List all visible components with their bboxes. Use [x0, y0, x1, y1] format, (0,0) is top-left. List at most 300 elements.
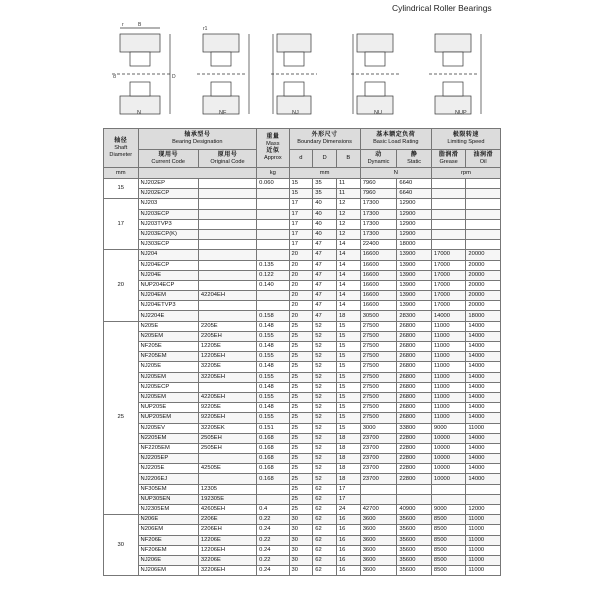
width-b-cell: 14 [336, 301, 360, 311]
table-row [104, 464, 501, 474]
dynamic-load-cell: 17300 [360, 229, 397, 239]
dynamic-load-cell: 23700 [360, 454, 397, 464]
bore-d-cell: 25 [289, 403, 313, 413]
width-b-cell: 15 [336, 362, 360, 372]
mass-cell: 0.22 [257, 535, 289, 545]
diagram-label-nf: NF [219, 110, 227, 116]
width-b-cell: 18 [336, 443, 360, 453]
bore-d-cell: 30 [289, 566, 313, 576]
table-row [104, 291, 501, 301]
bore-d-cell: 25 [289, 331, 313, 341]
grease-speed-cell: 11000 [431, 342, 466, 352]
mass-cell [257, 240, 289, 250]
page-title: Cylindrical Roller Bearings [392, 3, 492, 13]
oil-speed-cell: 14000 [466, 372, 501, 382]
outer-d-cell: 47 [313, 240, 337, 250]
header-shaft: 轴径 Shaft Diameter [104, 129, 139, 168]
mass-cell: 0.155 [257, 352, 289, 362]
bore-d-cell: 17 [289, 240, 313, 250]
original-code-cell [198, 301, 256, 311]
oil-speed-cell: 14000 [466, 321, 501, 331]
shaft-diameter-cell: 15 [104, 179, 139, 199]
grease-speed-cell: 8500 [431, 566, 466, 576]
diagram-mark-r1: r1 [203, 26, 208, 32]
original-code-cell: 2206EH [198, 525, 256, 535]
current-code-cell: NF205EM [138, 352, 198, 362]
table-row [104, 372, 501, 382]
width-b-cell: 17 [336, 484, 360, 494]
dynamic-load-cell: 16600 [360, 291, 397, 301]
static-load-cell: 26800 [397, 382, 432, 392]
outer-d-cell: 52 [313, 352, 337, 362]
oil-speed-cell: 14000 [466, 413, 501, 423]
current-code-cell: NJ205E [138, 362, 198, 372]
outer-d-cell: 62 [313, 505, 337, 515]
table-row [104, 280, 501, 290]
grease-speed-cell: 11000 [431, 352, 466, 362]
dynamic-load-cell: 23700 [360, 474, 397, 484]
outer-d-cell: 62 [313, 545, 337, 555]
static-load-cell: 35600 [397, 535, 432, 545]
original-code-cell: 12205EH [198, 352, 256, 362]
width-b-cell: 16 [336, 535, 360, 545]
outer-d-cell: 40 [313, 199, 337, 209]
static-load-cell: 13900 [397, 291, 432, 301]
original-code-cell [198, 250, 256, 260]
width-b-cell: 18 [336, 454, 360, 464]
static-load-cell: 13900 [397, 280, 432, 290]
header-static: 静 Static [397, 150, 432, 168]
grease-speed-cell [431, 484, 466, 494]
bore-d-cell: 25 [289, 372, 313, 382]
oil-speed-cell: 14000 [466, 342, 501, 352]
current-code-cell: NJ205ECP [138, 382, 198, 392]
grease-speed-cell: 10000 [431, 433, 466, 443]
bore-d-cell: 17 [289, 209, 313, 219]
bore-d-cell: 20 [289, 291, 313, 301]
static-load-cell: 35600 [397, 525, 432, 535]
outer-d-cell: 47 [313, 311, 337, 321]
mass-cell [257, 291, 289, 301]
mass-cell: 0.148 [257, 382, 289, 392]
oil-speed-cell: 14000 [466, 392, 501, 402]
grease-speed-cell: 11000 [431, 372, 466, 382]
static-load-cell: 22800 [397, 464, 432, 474]
grease-speed-cell: 17000 [431, 250, 466, 260]
mass-cell [257, 199, 289, 209]
grease-speed-cell: 8500 [431, 515, 466, 525]
table-row [104, 515, 501, 525]
bore-d-cell: 25 [289, 505, 313, 515]
grease-speed-cell: 8500 [431, 555, 466, 565]
current-code-cell: NJ204EM [138, 291, 198, 301]
current-code-cell: NUP204ECP [138, 280, 198, 290]
bore-d-cell: 30 [289, 535, 313, 545]
outer-d-cell: 47 [313, 301, 337, 311]
current-code-cell: NJ203 [138, 199, 198, 209]
oil-speed-cell: 14000 [466, 352, 501, 362]
static-load-cell: 40900 [397, 505, 432, 515]
table-row [104, 433, 501, 443]
static-load-cell: 18000 [397, 240, 432, 250]
grease-speed-cell: 11000 [431, 382, 466, 392]
current-code-cell: NJ205EM [138, 372, 198, 382]
grease-speed-cell: 9000 [431, 423, 466, 433]
width-b-cell: 16 [336, 525, 360, 535]
dynamic-load-cell: 23700 [360, 464, 397, 474]
oil-speed-cell: 20000 [466, 280, 501, 290]
outer-d-cell: 35 [313, 179, 337, 189]
static-load-cell: 35600 [397, 566, 432, 576]
diagram-nf [197, 26, 249, 114]
header-current-code: 现用号 Current Code [138, 150, 198, 168]
table-row [104, 219, 501, 229]
table-row [104, 545, 501, 555]
header-speed: 极限转速 Limiting Speed [431, 129, 500, 150]
bore-d-cell: 25 [289, 423, 313, 433]
width-b-cell: 15 [336, 413, 360, 423]
bore-d-cell: 20 [289, 301, 313, 311]
grease-speed-cell: 11000 [431, 321, 466, 331]
mass-cell: 0.24 [257, 566, 289, 576]
header-oil: 油润滑 Oil [466, 150, 501, 168]
bore-d-cell: 20 [289, 270, 313, 280]
grease-speed-cell: 17000 [431, 270, 466, 280]
outer-d-cell: 52 [313, 443, 337, 453]
unit-kg: kg [257, 168, 289, 179]
mass-cell [257, 219, 289, 229]
oil-speed-cell: 11000 [466, 515, 501, 525]
outer-d-cell: 47 [313, 250, 337, 260]
dynamic-load-cell: 30500 [360, 311, 397, 321]
mass-cell [257, 229, 289, 239]
static-load-cell: 12900 [397, 199, 432, 209]
original-code-cell [198, 382, 256, 392]
grease-speed-cell [431, 219, 466, 229]
outer-d-cell: 52 [313, 392, 337, 402]
dynamic-load-cell: 3600 [360, 555, 397, 565]
unit-blank [138, 168, 257, 179]
outer-d-cell: 52 [313, 464, 337, 474]
oil-speed-cell: 14000 [466, 474, 501, 484]
bore-d-cell: 30 [289, 515, 313, 525]
table-row [104, 260, 501, 270]
outer-d-cell: 40 [313, 219, 337, 229]
mass-cell: 0.22 [257, 555, 289, 565]
header-load: 基本额定负荷 Basic Load Rating [360, 129, 431, 150]
width-b-cell: 15 [336, 321, 360, 331]
oil-speed-cell: 11000 [466, 525, 501, 535]
outer-d-cell: 52 [313, 413, 337, 423]
oil-speed-cell: 14000 [466, 433, 501, 443]
dynamic-load-cell: 3600 [360, 515, 397, 525]
width-b-cell: 11 [336, 189, 360, 199]
static-load-cell [397, 494, 432, 504]
bore-d-cell: 25 [289, 464, 313, 474]
outer-d-cell: 52 [313, 342, 337, 352]
oil-speed-cell: 11000 [466, 555, 501, 565]
bore-d-cell: 20 [289, 260, 313, 270]
mass-cell: 0.148 [257, 362, 289, 372]
width-b-cell: 15 [336, 352, 360, 362]
diagram-label-n: N [137, 110, 141, 116]
oil-speed-cell: 11000 [466, 545, 501, 555]
static-load-cell: 12900 [397, 229, 432, 239]
current-code-cell: NJ204ECP [138, 260, 198, 270]
grease-speed-cell: 10000 [431, 443, 466, 453]
outer-d-cell: 47 [313, 291, 337, 301]
bore-d-cell: 25 [289, 392, 313, 402]
bore-d-cell: 30 [289, 545, 313, 555]
mass-cell: 0.135 [257, 260, 289, 270]
original-code-cell: 42204EH [198, 291, 256, 301]
table-row [104, 403, 501, 413]
original-code-cell [198, 209, 256, 219]
diagram-label-nup: NUP [455, 110, 467, 116]
outer-d-cell: 62 [313, 494, 337, 504]
current-code-cell: NJ2205EP [138, 454, 198, 464]
bore-d-cell: 20 [289, 280, 313, 290]
current-code-cell: NJ206E [138, 555, 198, 565]
width-b-cell: 15 [336, 423, 360, 433]
grease-speed-cell: 10000 [431, 464, 466, 474]
table-row [104, 342, 501, 352]
table-row [104, 301, 501, 311]
original-code-cell: 2205E [198, 321, 256, 331]
static-load-cell: 22800 [397, 454, 432, 464]
dynamic-load-cell [360, 484, 397, 494]
table-row [104, 454, 501, 464]
oil-speed-cell: 14000 [466, 362, 501, 372]
dynamic-load-cell [360, 494, 397, 504]
dynamic-load-cell: 42700 [360, 505, 397, 515]
original-code-cell [198, 260, 256, 270]
current-code-cell: NJ203ECP [138, 209, 198, 219]
mass-cell: 0.148 [257, 342, 289, 352]
grease-speed-cell: 17000 [431, 280, 466, 290]
dynamic-load-cell: 23700 [360, 443, 397, 453]
grease-speed-cell [431, 494, 466, 504]
dynamic-load-cell: 17300 [360, 209, 397, 219]
header-designation: 轴承型号 Bearing Designation [138, 129, 257, 150]
original-code-cell: 2206E [198, 515, 256, 525]
outer-d-cell: 52 [313, 362, 337, 372]
header-boundary: 外形尺寸 Boundary Dimensions [289, 129, 360, 150]
bore-d-cell: 25 [289, 362, 313, 372]
unit-rpm: rpm [431, 168, 500, 179]
shaft-diameter-cell: 30 [104, 515, 139, 576]
dynamic-load-cell: 16600 [360, 301, 397, 311]
static-load-cell: 33800 [397, 423, 432, 433]
oil-speed-cell: 11000 [466, 566, 501, 576]
bore-d-cell: 25 [289, 433, 313, 443]
current-code-cell: NJ2206EJ [138, 474, 198, 484]
current-code-cell: NJ205EM [138, 392, 198, 402]
bore-d-cell: 25 [289, 484, 313, 494]
dynamic-load-cell: 16600 [360, 260, 397, 270]
bore-d-cell: 25 [289, 494, 313, 504]
width-b-cell: 16 [336, 545, 360, 555]
shaft-diameter-cell: 20 [104, 250, 139, 321]
table-row [104, 270, 501, 280]
dynamic-load-cell: 27500 [360, 392, 397, 402]
original-code-cell [198, 229, 256, 239]
width-b-cell: 24 [336, 505, 360, 515]
table-row [104, 179, 501, 189]
outer-d-cell: 47 [313, 270, 337, 280]
original-code-cell: 12305 [198, 484, 256, 494]
static-load-cell: 6640 [397, 189, 432, 199]
oil-speed-cell: 20000 [466, 250, 501, 260]
dynamic-load-cell: 27500 [360, 352, 397, 362]
width-b-cell: 12 [336, 219, 360, 229]
width-b-cell: 16 [336, 555, 360, 565]
grease-speed-cell: 11000 [431, 331, 466, 341]
outer-d-cell: 52 [313, 433, 337, 443]
bearing-spec-table [103, 128, 501, 576]
bore-d-cell: 20 [289, 311, 313, 321]
current-code-cell: NJ202ECP [138, 189, 198, 199]
grease-speed-cell: 8500 [431, 545, 466, 555]
oil-speed-cell: 14000 [466, 382, 501, 392]
mass-cell: 0.24 [257, 525, 289, 535]
mass-cell: 0.4 [257, 505, 289, 515]
header-d: d [289, 150, 313, 168]
oil-speed-cell: 14000 [466, 403, 501, 413]
original-code-cell: 32206EH [198, 566, 256, 576]
static-load-cell: 26800 [397, 372, 432, 382]
dynamic-load-cell: 27500 [360, 342, 397, 352]
static-load-cell: 12900 [397, 219, 432, 229]
diagram-nup [429, 34, 481, 114]
width-b-cell: 15 [336, 392, 360, 402]
current-code-cell: N206E [138, 515, 198, 525]
oil-speed-cell: 14000 [466, 331, 501, 341]
dynamic-load-cell: 3000 [360, 423, 397, 433]
current-code-cell: NF206E [138, 535, 198, 545]
static-load-cell: 35600 [397, 515, 432, 525]
table-row [104, 494, 501, 504]
bore-d-cell: 20 [289, 250, 313, 260]
outer-d-cell: 52 [313, 372, 337, 382]
dynamic-load-cell: 17300 [360, 219, 397, 229]
header-original-code: 原用号 Original Code [198, 150, 256, 168]
outer-d-cell: 52 [313, 382, 337, 392]
dynamic-load-cell: 7960 [360, 189, 397, 199]
bore-d-cell: 17 [289, 199, 313, 209]
diagram-mark-big-d: D [172, 74, 176, 80]
outer-d-cell: 62 [313, 535, 337, 545]
current-code-cell: NJ203TVP3 [138, 219, 198, 229]
width-b-cell: 18 [336, 474, 360, 484]
original-code-cell: 42505E [198, 464, 256, 474]
shaft-diameter-cell: 17 [104, 199, 139, 250]
mass-cell: 0.122 [257, 270, 289, 280]
oil-speed-cell [466, 209, 501, 219]
grease-speed-cell: 17000 [431, 301, 466, 311]
static-load-cell: 26800 [397, 392, 432, 402]
current-code-cell: NUP205E [138, 403, 198, 413]
oil-speed-cell: 20000 [466, 270, 501, 280]
original-code-cell: 32205E [198, 362, 256, 372]
oil-speed-cell: 14000 [466, 454, 501, 464]
bore-d-cell: 25 [289, 413, 313, 423]
static-load-cell: 35600 [397, 555, 432, 565]
mass-cell: 0.168 [257, 454, 289, 464]
bore-d-cell: 17 [289, 219, 313, 229]
outer-d-cell: 62 [313, 484, 337, 494]
bore-d-cell: 25 [289, 382, 313, 392]
table-row [104, 423, 501, 433]
table-body [104, 179, 501, 576]
width-b-cell: 15 [336, 331, 360, 341]
dynamic-load-cell: 3600 [360, 545, 397, 555]
current-code-cell: NJ204 [138, 250, 198, 260]
diagram-label-nj: NJ [292, 110, 299, 116]
outer-d-cell: 35 [313, 189, 337, 199]
grease-speed-cell [431, 179, 466, 189]
diagram-label-nu: NU [374, 110, 382, 116]
dynamic-load-cell: 3600 [360, 535, 397, 545]
unit-n: N [360, 168, 431, 179]
table-row [104, 413, 501, 423]
table-row [104, 250, 501, 260]
static-load-cell: 6640 [397, 179, 432, 189]
outer-d-cell: 52 [313, 321, 337, 331]
diagram-n [112, 22, 176, 114]
table-row [104, 392, 501, 402]
bore-d-cell: 30 [289, 555, 313, 565]
grease-speed-cell: 8500 [431, 535, 466, 545]
current-code-cell: N2205EM [138, 433, 198, 443]
table-row [104, 484, 501, 494]
diagram-nj [271, 34, 317, 114]
outer-d-cell: 62 [313, 525, 337, 535]
mass-cell: 0.155 [257, 331, 289, 341]
width-b-cell: 11 [336, 179, 360, 189]
bore-d-cell: 15 [289, 179, 313, 189]
grease-speed-cell: 8500 [431, 525, 466, 535]
static-load-cell: 28300 [397, 311, 432, 321]
oil-speed-cell: 11000 [466, 423, 501, 433]
original-code-cell: 42205EH [198, 392, 256, 402]
grease-speed-cell: 11000 [431, 413, 466, 423]
unit-mm: mm [104, 168, 139, 179]
oil-speed-cell: 20000 [466, 291, 501, 301]
table-row [104, 525, 501, 535]
grease-speed-cell [431, 189, 466, 199]
outer-d-cell: 52 [313, 331, 337, 341]
width-b-cell: 14 [336, 260, 360, 270]
outer-d-cell: 40 [313, 209, 337, 219]
grease-speed-cell: 9000 [431, 505, 466, 515]
dynamic-load-cell: 16600 [360, 280, 397, 290]
original-code-cell [198, 474, 256, 484]
table-row [104, 443, 501, 453]
width-b-cell: 14 [336, 250, 360, 260]
header-mass: 重量 Mass 近似 Approx [257, 129, 289, 168]
mass-cell: 0.140 [257, 280, 289, 290]
mass-cell: 0.158 [257, 311, 289, 321]
outer-d-cell: 62 [313, 515, 337, 525]
current-code-cell: N206EM [138, 525, 198, 535]
mass-cell: 0.168 [257, 464, 289, 474]
original-code-cell [198, 199, 256, 209]
current-code-cell: NJ204E [138, 270, 198, 280]
original-code-cell: 2505EH [198, 443, 256, 453]
oil-speed-cell [466, 219, 501, 229]
bore-d-cell: 25 [289, 342, 313, 352]
